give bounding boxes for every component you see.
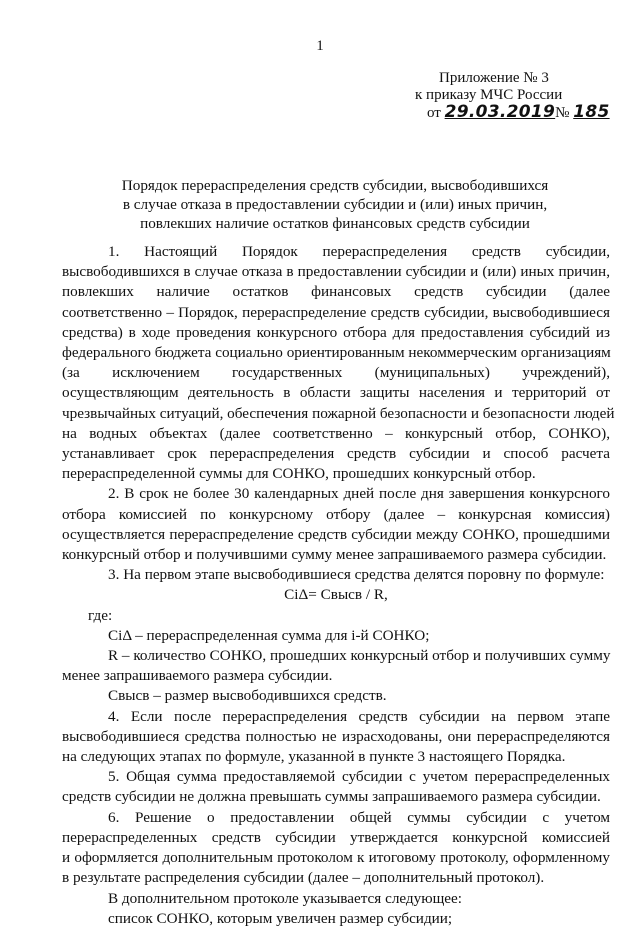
- body-line: в результате распределения субсидии (далее – дополнительный протокол).: [62, 869, 545, 887]
- body-line: (за исключением государственных (муниципальных) учреждений),: [62, 364, 610, 382]
- body-line: устанавливает срок перераспределения средств субсидии и способ расчета: [62, 445, 610, 463]
- title-line: в случае отказа в предоставлении субсидии и (или) иных причин,: [122, 196, 548, 213]
- body-line: R – количество СОНКО, прошедших конкурсный отбор и получивших сумму: [108, 647, 611, 665]
- body-line: 2. В срок не более 30 календарных дней после дня завершения конкурсного: [108, 485, 610, 503]
- body-line: перераспределенной суммы для СОНКО, прошедших конкурсный отбор.: [62, 465, 536, 483]
- body-line: В дополнительном протоколе указывается следующее:: [108, 889, 462, 907]
- body-line: 3. На первом этапе высвободившиеся средства делятся поровну по формуле:: [108, 566, 605, 584]
- body-line: 5. Общая сумма предоставляемой субсидии с учетом перераспределенных: [108, 768, 610, 786]
- body-line: соответственно – Порядок, перераспределение средств субсидии, высвободившиеся: [62, 303, 610, 321]
- appendix-order-ref: к приказу МЧС России: [415, 87, 563, 103]
- body-line: конкурсный отбор и получившими сумму менее запрашиваемого размера субсидии.: [62, 546, 607, 564]
- body-line: отбора комиссией по конкурсному отбору (далее – конкурсная комиссия): [62, 505, 610, 523]
- body-line: осуществляется перераспределение средств субсидии между СОНКО, прошедшими: [62, 525, 610, 543]
- body-line: 6. Решение о предоставлении общей суммы субсидии с учетом: [108, 808, 610, 826]
- appendix-header: [415, 70, 615, 122]
- formula: CiΔ= Свысв / R,: [284, 586, 388, 604]
- body-line: высвободившихся в случае отказа в предоставлении субсидии и (или) иных причин,: [62, 263, 610, 281]
- body-line: на водных объектах (далее соответственно – конкурсный отбор, СОНКО),: [62, 424, 610, 442]
- body-line: средства) в ходе проведения конкурсного отбора для предоставления субсидий из: [62, 323, 610, 341]
- body-line: осуществляющим деятельность в области защиты населения и территорий от: [62, 384, 610, 402]
- handwritten-number: 185: [573, 102, 610, 122]
- appendix-date-line: [415, 104, 615, 122]
- date-prefix: от: [427, 105, 441, 121]
- body-line: чрезвычайных ситуаций, обеспечения пожарной безопасности и безопасности людей: [62, 404, 615, 422]
- document-title: [60, 176, 610, 233]
- body-line: список СОНКО, которым увеличен размер субсидии;: [108, 909, 453, 927]
- number-prefix: №: [555, 105, 570, 121]
- body-line: Свысв – размер высвободившихся средств.: [108, 687, 387, 705]
- body-line: CiΔ – перераспределенная сумма для i-й СОНКО;: [108, 626, 430, 644]
- appendix-title: Приложение № 3: [439, 70, 549, 86]
- body-line: средств субсидии не должна превышать суммы запрашиваемого размера субсидии.: [62, 788, 601, 806]
- body-line: и оформляется дополнительным протоколом к итоговому протоколу, оформленному: [62, 849, 610, 867]
- body-line: 4. Если после перераспределения средств субсидии на первом этапе: [108, 707, 610, 725]
- body-line: повлекших наличие остатков финансовых средств субсидии (далее: [62, 283, 610, 301]
- body-line: на следующих этапах по формуле, указанной в пункте 3 настоящего Порядка.: [62, 748, 566, 766]
- page-number: 1: [316, 38, 324, 54]
- body-line: федерального бюджета социально ориентированным некоммерческим организациям: [62, 344, 611, 362]
- document-body: [62, 242, 615, 929]
- body-line: где:: [88, 606, 113, 624]
- body-line: высвободившиеся средства полностью не израсходованы, они перераспределяются: [62, 727, 610, 745]
- title-line: повлекших наличие остатков финансовых средств субсидии: [140, 215, 530, 232]
- title-line: Порядок перераспределения средств субсидии, высвободившихся: [121, 177, 549, 194]
- body-line: менее запрашиваемого размера субсидии.: [62, 667, 333, 685]
- body-line: 1. Настоящий Порядок перераспределения средств субсидии,: [108, 243, 610, 260]
- body-line: перераспределенных средств субсидии утверждается конкурсной комиссией: [62, 828, 610, 846]
- handwritten-date: 29.03.2019: [444, 102, 556, 122]
